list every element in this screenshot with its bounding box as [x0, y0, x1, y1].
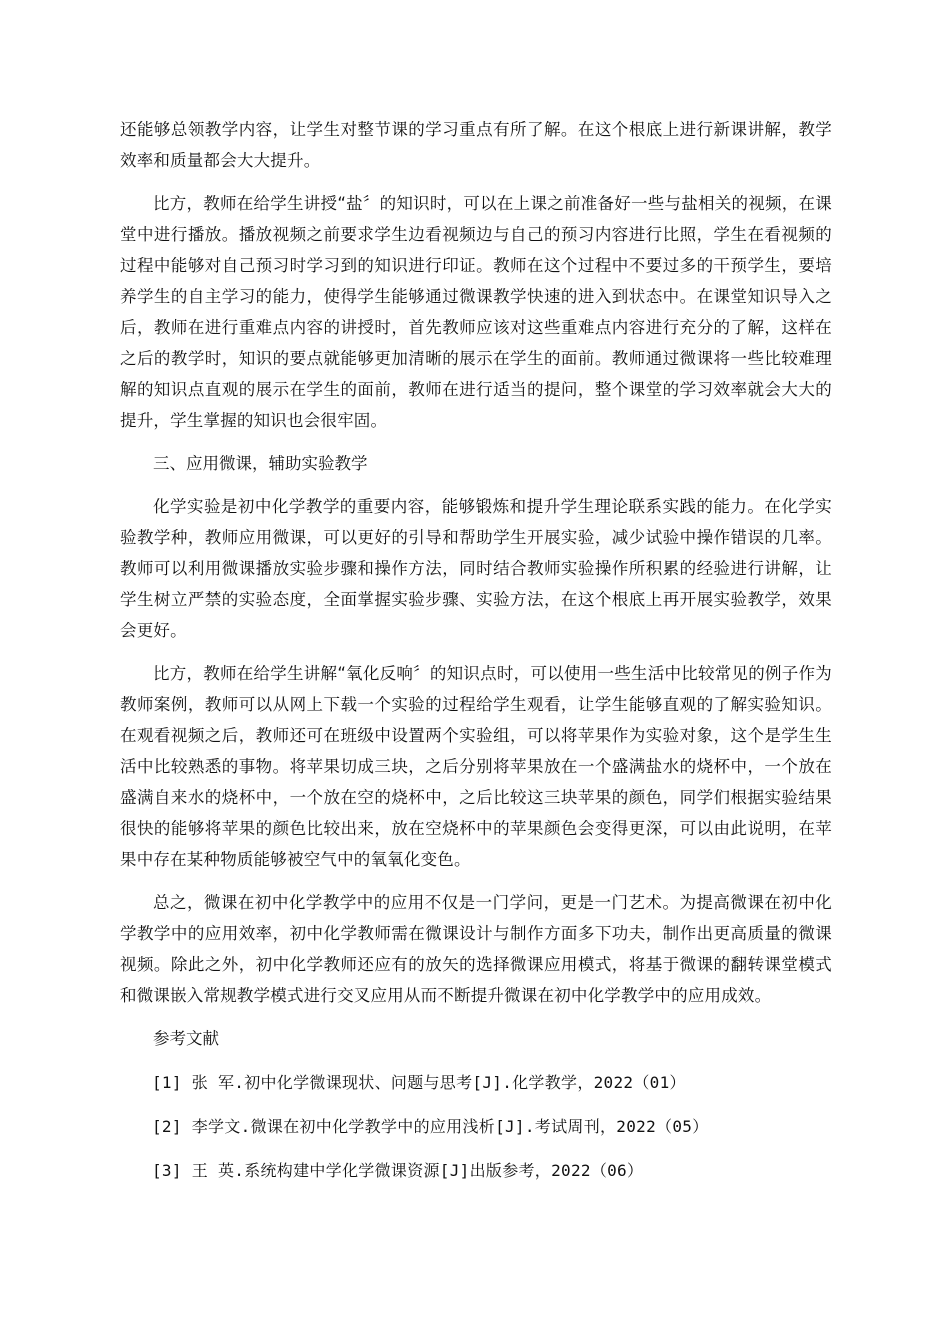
- paragraph-salt-example: 比方，教师在给学生讲授“盐〞的知识时，可以在上课之前准备好一些与盐相关的视频，在课堂中进行播放。播放视频之前要求学生边看视频边与自己的预习内容进行比照，学生在看视频的过程中能够对自己预习时学习到的知识进行印证。教师在这个过程中不要过多的干预学生，要培养学生的自主学习的能力，使得学生能够通过微课教学快速的进入到状态中。在课堂知识导入之后，教师在进行重难点内容的讲授时，首先教师应该对这些重难点内容进行充分的了解，这样在之后的教学时，知识的要点就能够更加清晰的展示在学生的面前。教师通过微课将一些比较难理解的知识点直观的展示在学生的面前，教师在进行适当的提问，整个课堂的学习效率就会大大的提升，学生掌握的知识也会很牢固。: [120, 194, 832, 430]
- references-title: 参考文献: [153, 1029, 219, 1048]
- section-heading-3: 三、应用微课，辅助实验教学: [153, 454, 368, 473]
- reference-item-2: [2] 李学文.微课在初中化学教学中的应用浅析[J].考试周刊，2022（05）: [152, 1117, 709, 1136]
- paragraph-conclusion: 总之，微课在初中化学教学中的应用不仅是一门学问，更是一门艺术。为提高微课在初中化学教学中的应用效率，初中化学教师需在微课设计与制作方面多下功夫，制作出更高质量的微课视频。除此之外，初中化学教师还应有的放矢的选择微课应用模式，将基于微课的翻转课堂模式和微课嵌入常规教学模式进行交叉应用从而不断提升微课在初中化学教学中的应用成效。: [120, 893, 832, 1005]
- paragraph-oxidation-example: 比方，教师在给学生讲解“氧化反响〞的知识点时，可以使用一些生活中比较常见的例子作为教师案例，教师可以从网上下载一个实验的过程给学生观看，让学生能够直观的了解实验知识。在观看视频之后，教师还可在班级中设置两个实验组，可以将苹果作为实验对象，这个是学生生活中比较熟悉的事物。将苹果切成三块，之后分别将苹果放在一个盛满盐水的烧杯中，一个放在盛满自来水的烧杯中，一个放在空的烧杯中，之后比较这三块苹果的颜色，同学们根据实验结果很快的能够将苹果的颜色比较出来，放在空烧杯中的苹果颜色会变得更深，可以由此说明，在苹果中存在某种物质能够被空气中的氧氧化变色。: [120, 664, 832, 869]
- reference-item-1: [1] 张 军.初中化学微课现状、问题与思考[J].化学教学，2022（01）: [152, 1073, 686, 1092]
- paragraph-continuation: 还能够总领教学内容，让学生对整节课的学习重点有所了解。在这个根底上进行新课讲解，教学效率和质量都会大大提升。: [120, 120, 832, 170]
- document-page: [120, 114, 832, 1186]
- paragraph-experiment-teaching: 化学实验是初中化学教学的重要内容，能够锻炼和提升学生理论联系实践的能力。在化学实验教学种，教师应用微课，可以更好的引导和帮助学生开展实验，减少试验中操作错误的几率。教师可以利用微课播放实验步骤和操作方法，同时结合教师实验操作所积累的经验进行讲解，让学生树立严禁的实验态度，全面掌握实验步骤、实验方法，在这个根底上再开展实验教学，效果会更好。: [120, 497, 832, 640]
- reference-item-3: [3] 王 英.系统构建中学化学微课资源[J]出版参考，2022（06）: [152, 1161, 644, 1180]
